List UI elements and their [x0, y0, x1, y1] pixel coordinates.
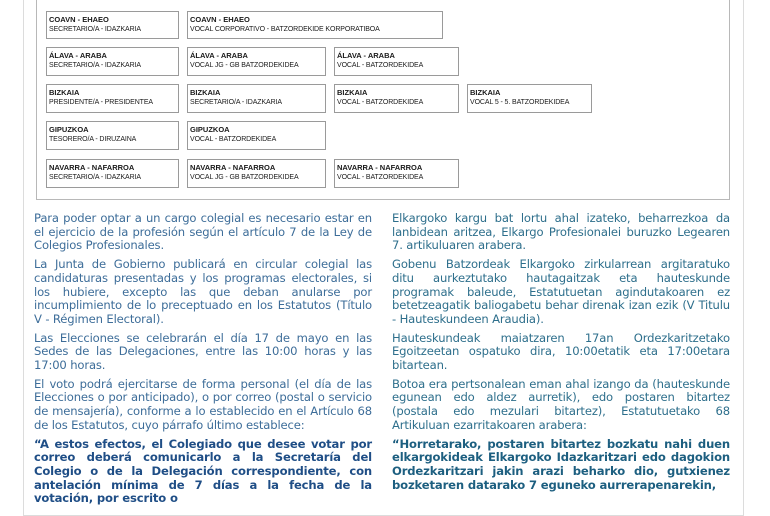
- position-region: ÁLAVA - ARABA: [49, 51, 107, 60]
- position-role: VOCAL CORPORATIVO - BATZORDEKIDE KORPORATIBOA: [190, 26, 380, 33]
- position-role: SECRETARIO/A - IDAZKARIA: [49, 174, 141, 181]
- position-box: [46, 47, 179, 76]
- position-role: VOCAL JG - GB BATZORDEKIDEA: [190, 62, 299, 69]
- position-box: [46, 84, 179, 113]
- position-role: SECRETARIO/A - IDAZKARIA: [49, 26, 141, 33]
- position-role: VOCAL - BATZORDEKIDEA: [190, 136, 277, 143]
- position-box: [334, 84, 459, 113]
- position-role: VOCAL - BATZORDEKIDEA: [337, 174, 424, 181]
- position-role: VOCAL - BATZORDEKIDEA: [337, 99, 424, 106]
- position-region: NAVARRA - NAFARROA: [190, 163, 276, 172]
- position-box: [334, 47, 459, 76]
- basque-column: [392, 212, 730, 497]
- position-region: BIZKAIA: [190, 88, 221, 97]
- es-paragraph-election-date: Las Elecciones se celebrarán el día 17 de mayo en las Sedes de las Delegaciones, entre las 10:00 horas y las 17:00 horas.: [34, 330, 372, 373]
- position-region: COAVN - EHAEO: [190, 15, 250, 24]
- position-box: [187, 84, 326, 113]
- eu-paragraph-election-date: Hauteskundeak maiatzaren 17an Ordezkaritzetako Egoitzeetan ospatuko dira, 10:00etatik eta 17:00etara bitartean.: [392, 330, 730, 373]
- position-role: SECRETARIO/A - IDAZKARIA: [190, 99, 282, 106]
- position-region: NAVARRA - NAFARROA: [337, 163, 423, 172]
- es-paragraph-quote: “A estos efectos, el Colegiado que desee votar por correo deberá comunicarlo a la Secretaría del Colegio o de la Delegación correspondiente, con antelación mínima de 7 días a la fecha de la votación, por escrito o: [34, 436, 372, 506]
- position-role: PRESIDENTE/A - PRESIDENTEA: [49, 99, 153, 106]
- position-region: ÁLAVA - ARABA: [190, 51, 248, 60]
- position-region: COAVN - EHAEO: [49, 15, 109, 24]
- es-paragraph-voting: El voto podrá ejercitarse de forma personal (el día de las Elecciones o por anticipado), o por correo (postal o servicio de mensajería), conforme a lo establecido en el Artículo 68 de los Estatutos, cuyo párrafo último establece:: [34, 376, 372, 432]
- position-role: SECRETARIO/A - IDAZKARIA: [49, 62, 141, 69]
- position-region: GIPUZKOA: [49, 125, 89, 134]
- position-box: [46, 159, 179, 188]
- position-box: [187, 47, 326, 76]
- position-region: BIZKAIA: [49, 88, 80, 97]
- eu-paragraph-quote: “Horretarako, postaren bitartez bozkatu nahi duen elkargokideak Elkargoko Idazkaritzari edo dagokion Ordezkaritzari jakin arazi beharko dio, gutxienez bozketaren datarako 7 eguneko aurrerapenarekin,: [392, 436, 730, 492]
- eu-paragraph-candidatures: Gobenu Batzordeak Elkargoko zirkularrean argitaratuko ditu aurkeztutako hautagaitzak eta hauteskunde programak baleude, Estatutuetan agindutakoaren ez betetzeagatik baliogabetu behar direnak izan ezik (V Titulu - Hauteskundeen Araudia).: [392, 257, 730, 326]
- position-region: GIPUZKOA: [190, 125, 230, 134]
- position-region: ÁLAVA - ARABA: [337, 51, 395, 60]
- position-box: [46, 121, 179, 150]
- position-role: VOCAL JG - GB BATZORDEKIDEA: [190, 174, 299, 181]
- position-box: [467, 84, 592, 113]
- position-role: VOCAL - BATZORDEKIDEA: [337, 62, 424, 69]
- position-box: [187, 11, 443, 39]
- es-paragraph-candidatures: La Junta de Gobierno publicará en circular colegial las candidaturas presentadas y los programas electorales, si los hubiere, excepto las que deban anularse por incumplimiento de lo preceptuado en los Estatutos (Título V - Régimen Electoral).: [34, 257, 372, 326]
- position-box: [187, 121, 326, 150]
- position-role: TESORERO/A - DIRUZAINA: [49, 136, 137, 143]
- es-paragraph-eligibility: Para poder optar a un cargo colegial es necesario estar en el ejercicio de la profesión según el artículo 7 de la Ley de Colegios Profesionales.: [34, 211, 372, 253]
- position-region: BIZKAIA: [337, 88, 368, 97]
- position-box: [334, 159, 459, 188]
- position-region: NAVARRA - NAFARROA: [49, 163, 135, 172]
- position-box: [46, 11, 179, 39]
- position-box: [187, 159, 326, 188]
- position-role: VOCAL 5 - 5. BATZORDEKIDEA: [470, 99, 570, 106]
- position-region: BIZKAIA: [470, 88, 501, 97]
- spanish-column: [34, 212, 372, 511]
- eu-paragraph-voting: Botoa era pertsonalean eman ahal izango da (hauteskunde egunean edo aldez aurretik), edo postaren bitartez (postala edo mezulari bitartez), Estatutuetako 68 Artikuluan ezarritakoaren arabera:: [392, 376, 730, 432]
- eu-paragraph-eligibility: Elkargoko kargu bat lortu ahal izateko, beharrezkoa da lanbidean aritzea, Elkargo Profesionalei buruzko Legearen 7. artikuluaren arabera.: [392, 211, 730, 253]
